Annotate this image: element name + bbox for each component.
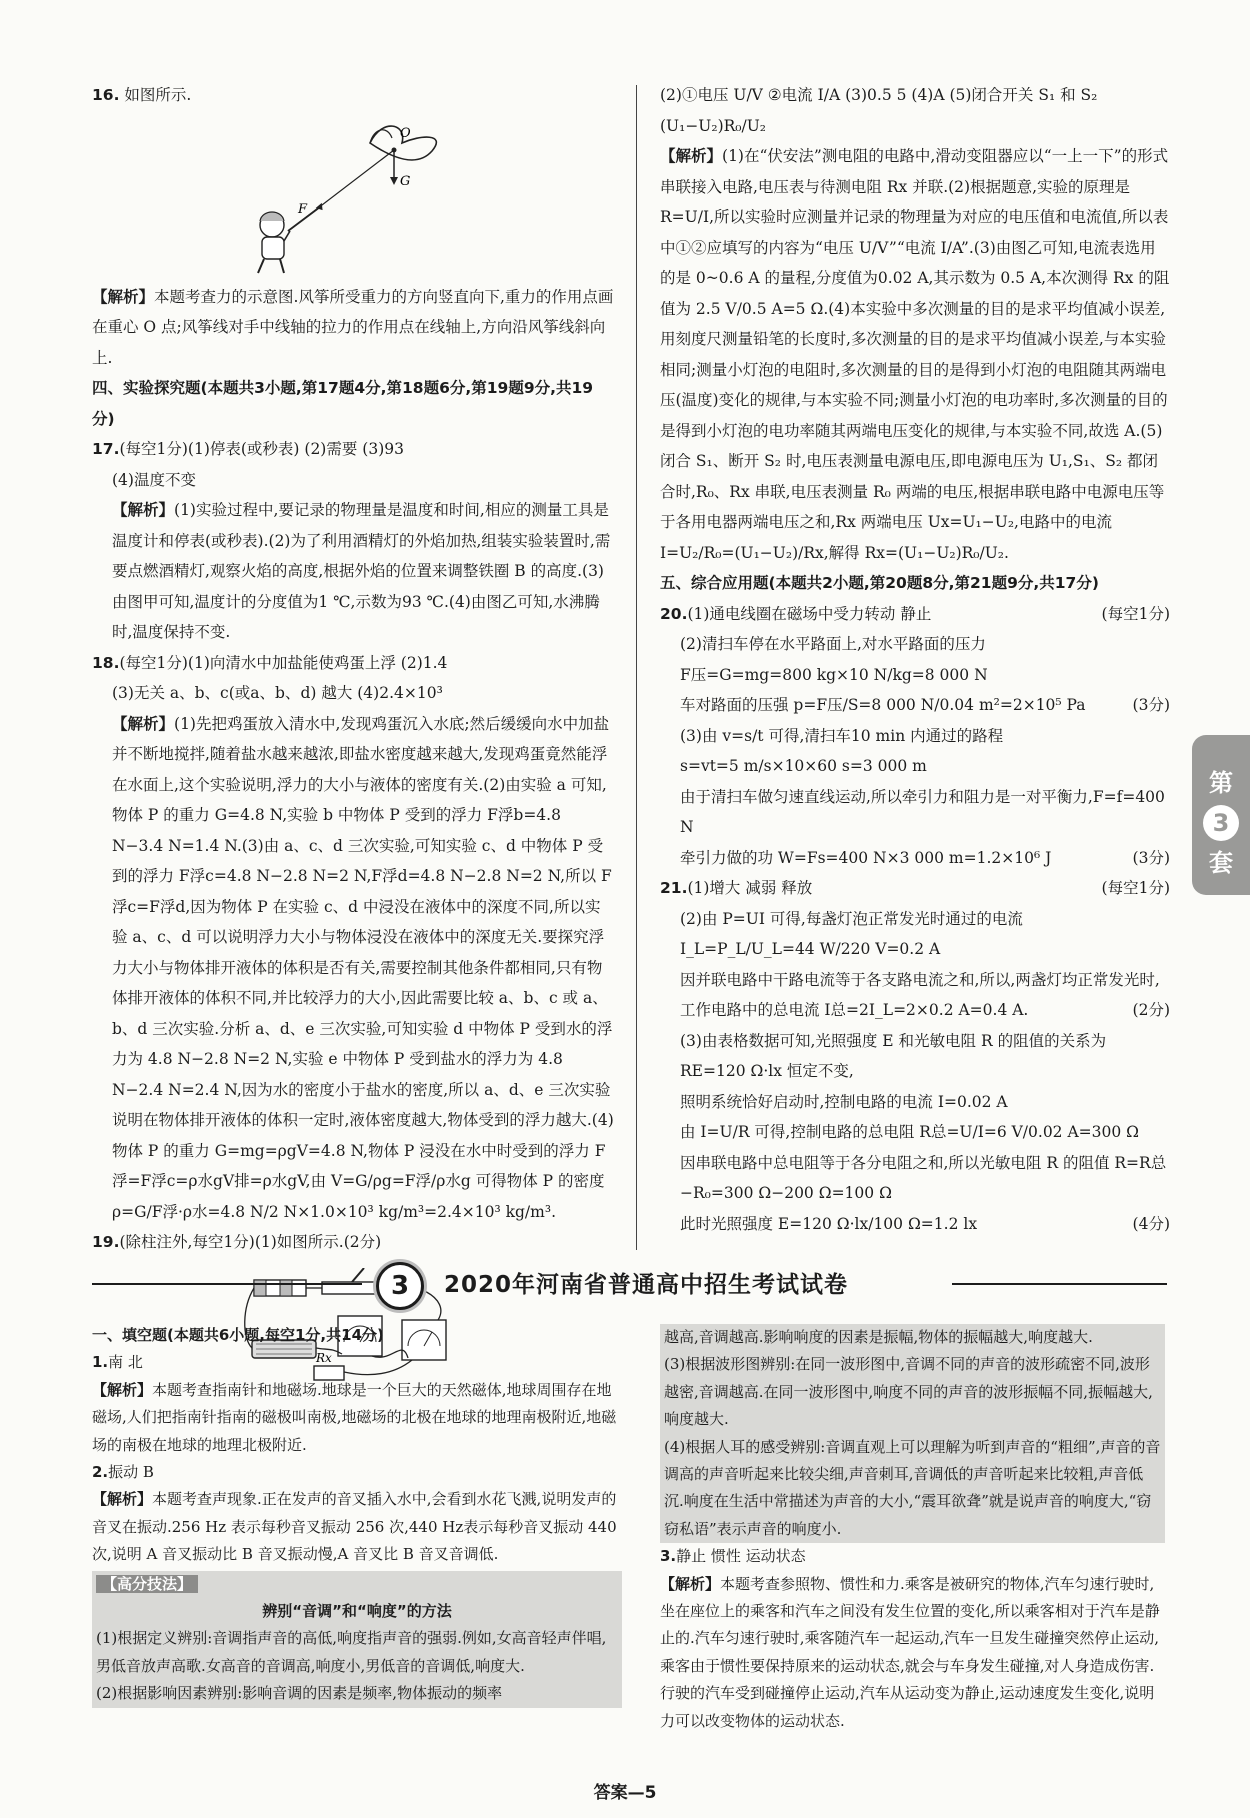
analysis-tag: 【解析】	[92, 1380, 153, 1399]
q21-a4: 因并联电路中干路电流等于各支路电流之和,所以,两盏灯均正常发光时,工作电路中的总电流 I总=2I_L=2×0.2 A=0.4 A.	[680, 970, 1160, 1019]
q3	[660, 1543, 1165, 1570]
section-1-heading: 一、填空题(本题共6小题,每空1分,共14分)	[92, 1326, 384, 1344]
analysis-text: (1)实验过程中,要记录的物理量是温度和时间,相应的测量工具是温度计和停表(或秒表).(2)为了利用酒精灯的外焰加热,组装实验装置时,需要点燃酒精灯,观察火焰的高度,根据外焰的位置来调整铁圈 B 的高度.(3)由图甲可知,温度计的分度值为1 ℃,示数为93 ℃.(4)由图乙可知,水沸腾时,温度保持不变.	[112, 501, 611, 641]
q21-number: 21.	[660, 879, 688, 897]
q2	[92, 1459, 622, 1486]
q3-answer: 静止 惯性 运动状态	[676, 1547, 806, 1566]
q21-a2: (2)由 P=UI 可得,每盏灯泡正常发光时通过的电流	[680, 909, 1023, 928]
q18-answer-2: (3)无关 a、b、c(或a、b、d) 越大 (4)2.4×10³	[112, 684, 443, 702]
q20-a4: 车对路面的压强 p=F压/S=8 000 N/0.04 m²=2×10⁵ Pa	[680, 696, 1086, 714]
analysis-tag: 【解析】	[92, 287, 155, 306]
q20-a8-line	[660, 843, 1170, 874]
q21-a6: 照明系统恰好启动时,控制电路的电流 I=0.02 A	[680, 1092, 1008, 1111]
q19-number: 19.	[92, 1233, 120, 1251]
analysis-tag: 【解析】	[660, 1574, 721, 1593]
section-5-heading: 五、综合应用题(本题共2小题,第20题8分,第21题9分,共17分)	[660, 574, 1099, 592]
q3-number: 3.	[660, 1547, 677, 1566]
tips-heading: 【高分技法】	[96, 1575, 198, 1593]
analysis-tag: 【解析】	[112, 714, 175, 733]
q20-number: 20.	[660, 604, 688, 623]
bottom-left-column	[92, 1322, 622, 1708]
q17-analysis	[92, 495, 614, 648]
q16-number: 16.	[92, 86, 120, 104]
score: (3分)	[1132, 848, 1170, 867]
q20-a4-line	[660, 690, 1170, 721]
banner-rule-right	[952, 1283, 1167, 1285]
right-column	[660, 80, 1170, 1239]
q17-answer: (每空1分)(1)停表(或秒表) (2)需要 (3)93	[119, 440, 404, 458]
tip-1: (1)根据定义辨别:音调指声音的高低,响度指声音的强弱.例如,女高音轻声伴唱,男低音放声高歌.女高音的音调高,响度小,男低音的音调低,响度大.	[96, 1629, 607, 1675]
q18-answer: (每空1分)(1)向清水中加盐能使鸡蛋上浮 (2)1.4	[119, 653, 448, 672]
point-o-label: O	[400, 125, 411, 141]
score: (3分)	[1132, 696, 1170, 714]
q16-text: 如图所示.	[124, 86, 192, 104]
q16	[92, 80, 614, 111]
q21-a5: (3)由表格数据可知,光照强度 E 和光敏电阻 R 的阻值的关系为 RE=120 Ω·lx 恒定不变,	[680, 1031, 1107, 1080]
q21-a8: 因串联电路中总电阻等于各分电阻之和,所以光敏电阻 R 的阻值 R=R总−R₀=300 Ω−200 Ω=100 Ω	[680, 1153, 1167, 1202]
left-column	[92, 80, 614, 1388]
analysis-tag: 【解析】	[112, 501, 175, 519]
q2-analysis	[92, 1486, 622, 1568]
tab-text-post: 套	[1209, 849, 1233, 877]
section-tab	[1192, 735, 1250, 895]
q1-analysis	[92, 1377, 622, 1459]
analysis-tag: 【解析】	[660, 147, 723, 165]
q21-a1: (1)增大 减弱 释放	[687, 879, 813, 897]
q21-a9-line	[660, 1209, 1170, 1240]
analysis-text: 本题考查声现象.正在发声的音叉插入水中,会看到水花飞溅,说明发声的音叉在振动.256 Hz 表示每秒音叉振动 256 次,440 Hz表示每秒音叉振动 440 次,说明 A 音叉振动比 B 音叉振动慢,A 音叉比 B 音叉音调低.	[92, 1490, 617, 1564]
page-footer: 答案—5	[593, 1783, 657, 1803]
analysis-text: 本题考查力的示意图.风筝所受重力的方向竖直向下,重力的作用点画在重心 O 点;风筝线对手中线轴的拉力的作用点在线轴上,方向沿风筝线斜向上.	[92, 287, 614, 367]
q18-number: 18.	[92, 653, 120, 672]
q18-analysis	[92, 709, 614, 1228]
analysis-text: (1)先把鸡蛋放入清水中,发现鸡蛋沉入水底;然后缓缓向水中加盐并不断地搅拌,随着盐水越来越浓,即盐水密度越来越大,发现鸡蛋竟然能浮在水面上,这个实验说明,浮力的大小与液体的密度有关.(2)由实验 a 可知,物体 P 的重力 G=4.8 N,实验 b 中物体 P 受到的浮力 F浮b=4.8 N−3.4 N=1.4 N.(3)由 a、c、d 三次实验,可知实验 c、d 中物体 P 受到的浮力 F浮c=4.8 N−2.8 N=2 N,F浮d=4.8 N−2.8 N=2 N,所以 F浮c=F浮d,因为物体 P 在实验 c、d 中浸没在液体中的深度不同,所以实验 a、c、d 可以说明浮力大小与物体浸没在液体中的深度无关.要探究浮力大小与物体排开液体的体积是否有关,需要控制其他条件都相同,只有物体排开液体的体积不同,并比较浮力的大小,因此需要比较 a、b、c 或 a、b、d 三次实验.分析 a、d、e 三次实验,可知实验 d 中物体 P 受到水的浮力为 4.8 N−2.8 N=2 N,实验 e 中物体 P 受到盐水的浮力为 4.8 N−2.4 N=2.4 N,因为水的密度小于盐水的密度,所以 a、d、e 三次实验说明在物体排开液体的体积一定时,液体密度越大,物体受到的浮力越大.(4)物体 P 的重力 G=mg=ρgV=4.8 N,物体 P 浸没在水中时受到的浮力 F浮=F浮c=ρ水gV排=ρ水gV,由 V=G/ρg=F浮/ρ水g 可得物体 P 的密度 ρ=G/F浮·ρ水=4.8 N/2 N×1.0×10³ kg/m³=2.4×10³ kg/m³.	[112, 714, 614, 1221]
q20-a8: 牵引力做的功 W=Fs=400 N×3 000 m=1.2×10⁶ J	[680, 848, 1052, 867]
q21-a7: 由 I=U/R 可得,控制电路的总电阻 R总=U/I=6 V/0.02 A=300 Ω	[680, 1123, 1140, 1141]
q19-answer: (除柱注外,每空1分)(1)如图所示.(2分)	[119, 1233, 382, 1251]
q20-a1: (1)通电线圈在磁场中受力转动 静止	[687, 604, 932, 623]
tip-3: (3)根据波形图辨别:在同一波形图中,音调不同的声音的波形疏密不同,波形越密,音调越高.在同一波形图中,响度不同的声音的波形振幅不同,振幅越大,响度越大.	[664, 1355, 1153, 1429]
force-label: F	[298, 201, 308, 217]
tips-box	[92, 1571, 622, 1708]
analysis-text: 本题考查参照物、惯性和力.乘客是被研究的物体,汽车匀速行驶时,坐在座位上的乘客和汽车之间没有发生位置的变化,所以乘客相对于汽车是静止的.汽车匀速行驶时,乘客随汽车一起运动,汽车一旦发生碰撞突然停止运动,乘客由于惯性要保持原来的运动状态,就会与车身发生碰撞,对人身造成伤害.行驶的汽车受到碰撞停止运动,汽车从运动变为静止,运动速度发生变化,说明力可以改变物体的运动状态.	[660, 1574, 1160, 1730]
analysis-text: (1)在“伏安法”测电阻的电路中,滑动变阻器应以“一上一下”的形式串联接入电路,电压表与待测电阻 Rx 并联.(2)根据题意,实验的原理是 R=U/I,所以实验时应测量并记录的物理量为对应的电压值和电流值,所以表中①②应填写的内容为“电压 U/V”“电流 I/A”.(3)由图乙可知,电流表选用的是 0~0.6 A 的量程,分度值为0.02 A,其示数为 0.5 A,本次测得 Rx 的阻值为 2.5 V/0.5 A=5 Ω.(4)本实验中多次测量的目的是求平均值减小误差,用刻度尺测量铅笔的长度时,多次测量的目的是求平均值减小误差,与本实验相同;测量小灯泡的电阻时,多次测量的目的是得到小灯泡的电阻随其两端电压(温度)变化的规律,与本实验不同;测量小灯泡的电功率时,多次测量的目的是得到小灯泡的电功率随其两端电压变化的规律,与本实验不同,故选 A.(5)闭合 S₁、断开 S₂ 时,电压表测量电源电压,即电源电压为 U₁,S₁、S₂ 都闭合时,R₀、Rx 串联,电压表测量 R₀ 两端的电压,根据串联电路中电源电压等于各用电器两端电压之和,Rx 两端电压 Ux=U₁−U₂,电路中的电流 I=U₂/R₀=(U₁−U₂)/Rx,解得 Rx=(U₁−U₂)R₀/U₂.	[660, 147, 1170, 562]
q20-a6: s=vt=5 m/s×10×60 s=3 000 m	[680, 757, 927, 775]
q1-answer: 南 北	[108, 1353, 143, 1372]
score: (2分)	[1132, 1001, 1170, 1019]
gravity-label: G	[400, 173, 411, 189]
q21-a3: I_L=P_L/U_L=44 W/220 V=0.2 A	[680, 940, 941, 958]
q21	[660, 873, 1170, 904]
score: (4分)	[1132, 1214, 1170, 1233]
section-4-heading: 四、实验探究题(本题共3小题,第17题4分,第18题6分,第19题9分,共19分)	[92, 379, 594, 428]
banner-rule-left	[92, 1283, 362, 1285]
tip-2-continued: 越高,音调越高.影响响度的因素是振幅,物体的振幅越大,响度越大.	[664, 1328, 1093, 1346]
q20-a7: 由于清扫车做匀速直线运动,所以牵引力和阻力是一对平衡力,F=f=400 N	[680, 787, 1165, 836]
q17-number: 17.	[92, 440, 120, 458]
tips-box-continued	[660, 1324, 1165, 1543]
rx-label: Rx	[316, 1350, 332, 1365]
tab-number: 3	[1203, 805, 1239, 841]
kite-figure	[242, 113, 482, 278]
tab-text-pre: 第	[1209, 769, 1233, 797]
q20-a3: F压=G=mg=800 kg×10 N/kg=8 000 N	[680, 665, 988, 684]
q19	[92, 1227, 614, 1258]
q16-analysis	[92, 282, 614, 374]
q19-continued: (2)①电压 U/V ②电流 I/A (3)0.5 5 (4)A (5)闭合开关 S₁ 和 S₂ (U₁−U₂)R₀/U₂	[660, 86, 1098, 135]
q18	[92, 648, 614, 679]
analysis-tag: 【解析】	[92, 1490, 153, 1509]
paper-title-banner	[376, 1262, 936, 1306]
bottom-right-column	[660, 1322, 1165, 1735]
q2-answer: 振动 B	[108, 1463, 154, 1482]
q20-a2: (2)清扫车停在水平路面上,对水平路面的压力	[680, 635, 986, 653]
q21-a9: 此时光照强度 E=120 Ω·lx/100 Ω=1.2 lx	[680, 1214, 978, 1233]
q1	[92, 1349, 622, 1376]
tip-4: (4)根据人耳的感受辨别:音调直观上可以理解为听到声音的“粗细”,声音的音调高的声音听起来比较尖细,声音刺耳,音调低的声音听起来比较粗,声音低沉.响度在生活中常描述为声音的大小,“震耳欲聋”就是说声音的响度大,“窃窃私语”表示声音的响度小.	[664, 1437, 1161, 1538]
q21-a4-line	[660, 965, 1170, 1026]
tips-title: 辨别“音调”和“响度”的方法	[262, 1602, 452, 1621]
q1-number: 1.	[92, 1353, 109, 1372]
paper-number-badge: 3	[376, 1262, 424, 1310]
paper-title: 2020年河南省普通高中招生考试试卷	[444, 1272, 849, 1298]
score: (每空1分)	[1101, 879, 1170, 897]
q3-analysis	[660, 1571, 1165, 1735]
q17	[92, 434, 614, 465]
q17-answer-2: (4)温度不变	[112, 470, 196, 489]
column-divider	[636, 85, 637, 1250]
analysis-text: 本题考查指南针和地磁场.地球是一个巨大的天然磁体,地球周围存在地磁场,人们把指南针指南的磁极叫南极,地磁场的北极在地球的地理南极附近,地磁场的南极在地球的地理北极附近.	[92, 1380, 617, 1454]
q20-a5: (3)由 v=s/t 可得,清扫车10 min 内通过的路程	[680, 726, 1004, 745]
q20	[660, 599, 1170, 630]
q2-number: 2.	[92, 1463, 109, 1482]
q19-analysis	[660, 141, 1170, 568]
tip-2: (2)根据影响因素辨别:影响音调的因素是频率,物体振动的频率	[96, 1684, 503, 1703]
score: (每空1分)	[1101, 604, 1170, 623]
